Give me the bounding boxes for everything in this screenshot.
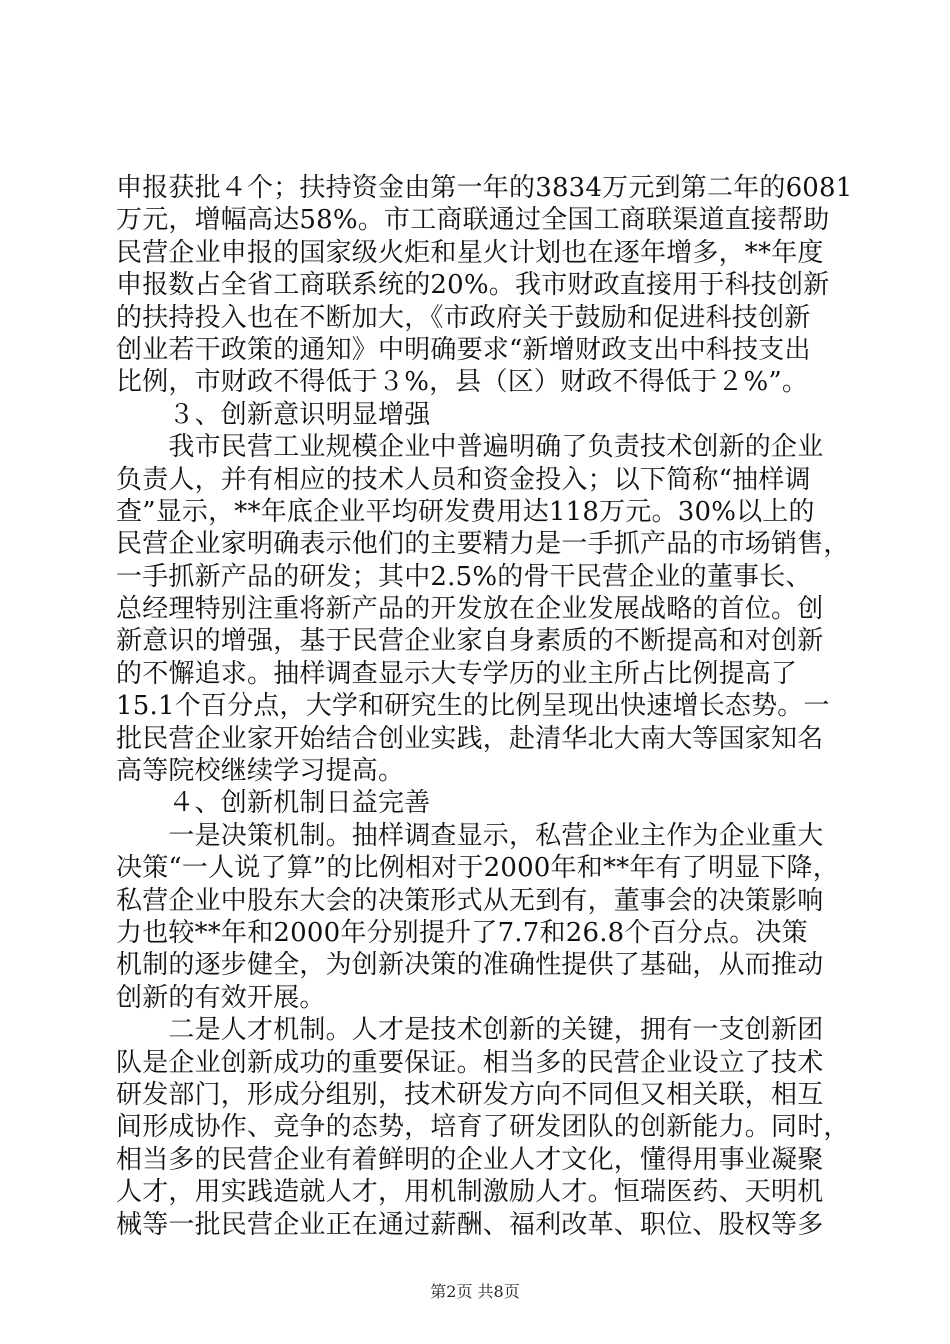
text-line: 查”显示，**年底企业平均研发费用达118万元。30%以上的 (116, 496, 815, 527)
text-line: 申报获批４个；扶持资金由第一年的3834万元到第二年的6081 (116, 173, 853, 203)
text-line: 力也较**年和2000年分别提升了7.7和26.8个百分点。决策 (116, 917, 808, 948)
page-number-footer: 第2页 共8页 (430, 1282, 520, 1301)
text-line: 万元，增幅高达58%。市工商联通过全国工商联渠道直接帮助 (116, 205, 830, 236)
text-line: 械等一批民营企业正在通过薪酬、福利改革、职位、股权等多 (116, 1209, 824, 1240)
text-line: 比例，市财政不得低于３%，县（区）财政不得低于２%”。 (116, 367, 809, 398)
text-line: 新意识的增强，基于民营企业家自身素质的不断提高和对创新 (116, 626, 824, 657)
text-line: 民营企业家明确表示他们的主要精力是一手抓产品的市场销售， (116, 529, 850, 560)
text-line: 一手抓新产品的研发；其中2.5%的骨干民营企业的董事长、 (116, 561, 812, 592)
text-line: 的扶持投入也在不断加大，《市政府关于鼓励和促进科技创新 (116, 302, 811, 333)
text-line: 负责人，并有相应的技术人员和资金投入；以下简称“抽样调 (116, 464, 811, 495)
text-line: 的不懈追求。抽样调查显示大专学历的业主所占比例提高了 (116, 658, 798, 689)
text-line: 相当多的民营企业有着鲜明的企业人才文化，懂得用事业凝聚 (116, 1144, 824, 1175)
text-line: 一是决策机制。抽样调查显示，私营企业主作为企业重大 (116, 820, 824, 851)
text-line: 间形成协作、竞争的态势，培育了研发团队的创新能力。同时， (116, 1112, 850, 1143)
body-text (116, 172, 853, 1241)
text-line: 人才，用实践造就人才，用机制激励人才。恒瑞医药、天明机 (116, 1177, 824, 1208)
text-line: 创业若干政策的通知》中明确要求“新增财政支出中科技支出 (116, 334, 811, 365)
text-line: 队是企业创新成功的重要保证。相当多的民营企业设立了技术 (116, 1047, 824, 1078)
text-line: 高等院校继续学习提高。 (116, 756, 405, 787)
text-line: 我市民营工业规模企业中普遍明确了负责技术创新的企业 (116, 432, 824, 463)
section-heading: ３、创新意识明显增强 (116, 399, 431, 430)
text-line: 决策“一人说了算”的比例相对于2000年和**年有了明显下降， (116, 853, 839, 884)
text-line: 民营企业申报的国家级火炬和星火计划也在逐年增多，**年度 (116, 237, 824, 268)
text-line: 私营企业中股东大会的决策形式从无到有，董事会的决策影响 (116, 885, 824, 916)
text-line: 机制的逐步健全，为创新决策的准确性提供了基础，从而推动 (116, 950, 824, 981)
text-line: 研发部门，形成分组别，技术研发方向不同但又相关联，相互 (116, 1079, 824, 1110)
text-line: 总经理特别注重将新产品的开发放在企业发展战略的首位。创 (116, 594, 824, 625)
text-line: 申报数占全省工商联系统的20%。我市财政直接用于科技创新 (116, 270, 830, 301)
section-heading: ４、创新机制日益完善 (116, 788, 431, 819)
text-line: 二是人才机制。人才是技术创新的关键，拥有一支创新团 (116, 1015, 824, 1046)
text-line: 创新的有效开展。 (116, 982, 326, 1013)
text-line: 批民营企业家开始结合创业实践，赴清华北大南大等国家知名 (116, 723, 824, 754)
text-line: 15.1个百分点，大学和研究生的比例呈现出快速增长态势。一 (116, 691, 830, 722)
